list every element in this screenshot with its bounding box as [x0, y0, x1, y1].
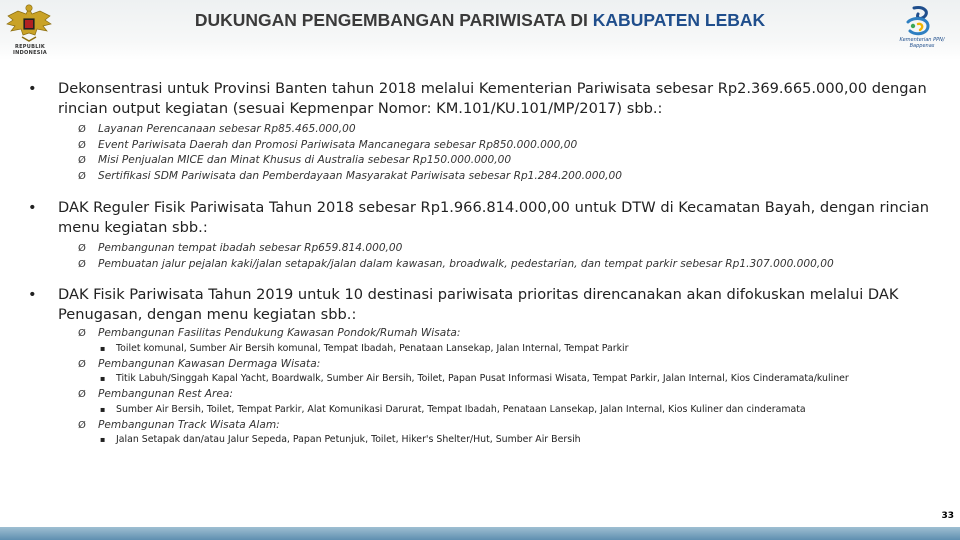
- list-item: Ø Pembangunan Track Wisata Alam:: [78, 418, 943, 434]
- detail-list: [98, 342, 943, 355]
- detail-item: ▪ Titik Labuh/Singgah Kapal Yacht, Boardwalk, Sumber Air Bersih, Toilet, Papan Pusat Informasi Wisata, Tempat Parkir, Jalan Internal, Kios Cinderamata/kuliner: [100, 373, 849, 384]
- priority-list: [78, 326, 943, 446]
- list-item: Ø Pembangunan Kawasan Dermaga Wisata:: [78, 357, 943, 373]
- arrow-marker-icon: Ø: [78, 258, 86, 270]
- output-list: [78, 122, 943, 184]
- arrow-marker-icon: Ø: [78, 155, 86, 166]
- square-marker-icon: ▪: [100, 435, 106, 444]
- list-item: Ø Event Pariwisata Daerah dan Promosi Pariwisata Mancanegara sebesar Rp850.000.000,00: [78, 138, 943, 154]
- bullet-text: DAK Reguler Fisik Pariwisata Tahun 2018 sebesar Rp1.966.814.000,00 untuk DTW di Kecamatan Bayah, dengan rincian menu kegiatan sbb.:: [58, 199, 930, 236]
- detail-list: [98, 403, 943, 416]
- arrow-marker-icon: Ø: [78, 243, 86, 254]
- bullet-marker: •: [28, 199, 37, 216]
- bullet-marker: •: [28, 80, 37, 97]
- footer-bar: [0, 527, 960, 540]
- bullet-text: DAK Fisik Pariwisata Tahun 2019 untuk 10 destinasi pariwisata prioritas direncanakan akan difokuskan melalui DAK Penugasan, dengan menu kegiatan sbb.:: [58, 286, 899, 323]
- detail-item: ▪ Sumber Air Bersih, Toilet, Tempat Parkir, Alat Komunikasi Darurat, Tempat Ibadah, Penataan Lansekap, Jalan Internal, Kios Kuliner dan cinderamata: [100, 403, 806, 415]
- left-logo-caption: REPUBLIK INDONESIA: [12, 44, 48, 56]
- square-marker-icon: ▪: [100, 343, 106, 353]
- arrow-marker-icon: Ø: [78, 124, 86, 135]
- list-item: Ø Pembangunan Rest Area:: [78, 387, 943, 403]
- bappenas-logo-icon: [894, 4, 944, 38]
- bullet-dak-reguler: [28, 198, 943, 238]
- list-item: Ø Layanan Perencanaan sebesar Rp85.465.000,00: [78, 122, 943, 138]
- bullet-dekonsentrasi: [28, 79, 943, 119]
- detail-list: [98, 372, 943, 385]
- detail-item: ▪ Jalan Setapak dan/atau Jalur Sepeda, Papan Petunjuk, Toilet, Hiker's Shelter/Hut, Sumber Air Bersih: [100, 434, 581, 445]
- arrow-marker-icon: Ø: [78, 419, 86, 431]
- detail-item: ▪ Toilet komunal, Sumber Air Bersih komunal, Tempat Ibadah, Penataan Lansekap, Jalan Internal, Tempat Parkir: [100, 342, 629, 354]
- list-item: Ø Pembangunan Fasilitas Pendukung Kawasan Pondok/Rumah Wisata:: [78, 326, 943, 342]
- arrow-marker-icon: Ø: [78, 328, 86, 339]
- slide-header: [0, 0, 960, 60]
- list-item: Ø Pembuatan jalur pejalan kaki/jalan setapak/jalan dalam kawasan, broadwalk, pedestarian, dan tempat parkir sebesar Rp1.307.000.000,00: [78, 257, 943, 273]
- bullet-marker: •: [28, 286, 37, 303]
- square-marker-icon: ▪: [100, 374, 106, 383]
- list-item: Ø Misi Penjualan MICE dan Minat Khusus di Australia sebesar Rp150.000.000,00: [78, 153, 943, 169]
- square-marker-icon: ▪: [100, 404, 106, 414]
- arrow-marker-icon: Ø: [78, 389, 86, 400]
- arrow-marker-icon: Ø: [78, 139, 86, 151]
- menu-list: [78, 241, 943, 272]
- page-number: 33: [941, 511, 954, 521]
- detail-list: [98, 433, 943, 446]
- list-item: Ø Pembangunan tempat ibadah sebesar Rp659.814.000,00: [78, 241, 943, 257]
- bullet-text: Dekonsentrasi untuk Provinsi Banten tahun 2018 melalui Kementerian Pariwisata sebesar Rp2.369.665.000,00 dengan rincian output kegiatan (sesuai Kepmenpar Nomor: KM.101/KU.101/MP/2017) sbb.:: [58, 80, 927, 117]
- arrow-marker-icon: Ø: [78, 170, 86, 182]
- arrow-marker-icon: Ø: [78, 358, 86, 370]
- slide-content: [28, 79, 943, 446]
- bullet-dak-fisik-2019: [28, 285, 943, 325]
- page-title: DUKUNGAN PENGEMBANGAN PARIWISATA DI KABUPATEN LEBAK: [194, 10, 766, 30]
- list-item: Ø Sertifikasi SDM Pariwisata dan Pemberdayaan Masyarakat Pariwisata sebesar Rp1.284.200.000,00: [78, 169, 943, 185]
- right-logo-caption: Kementerian PPN/ Bappenas: [899, 37, 945, 49]
